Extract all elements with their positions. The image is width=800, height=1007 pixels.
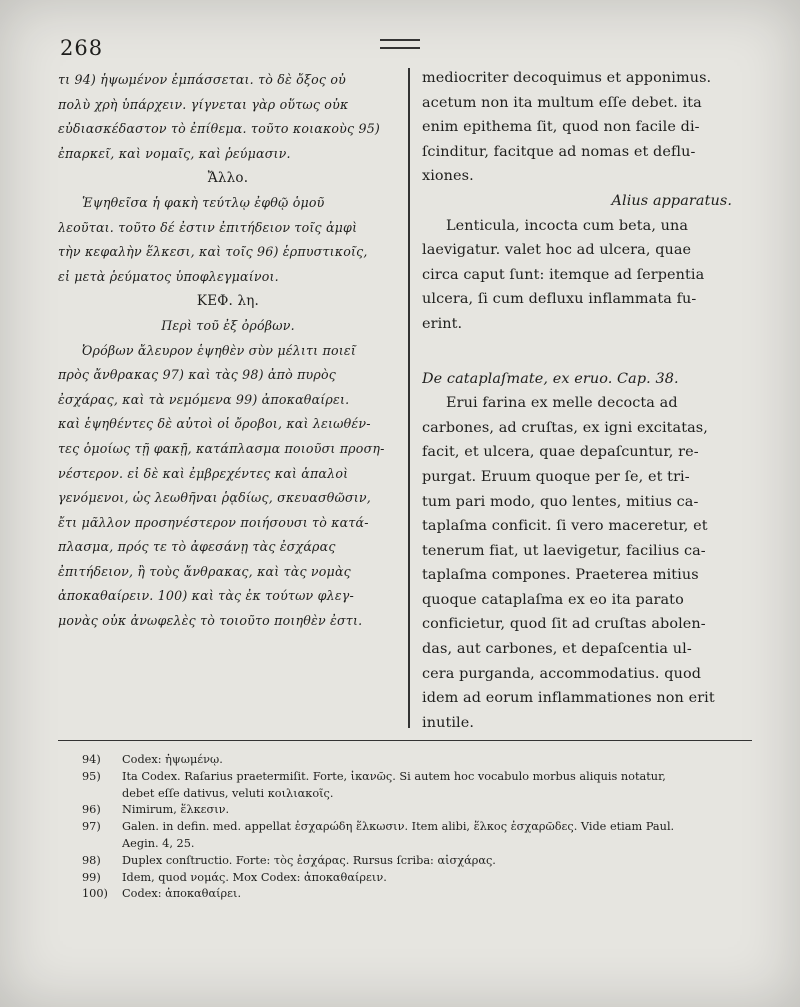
column-divider <box>408 68 410 728</box>
latin-chapter-title: De cataplaſmate, ex eruo. Cap. 38. <box>422 370 679 387</box>
greek-line: καὶ ἑψηθέντες δὲ αὐτοὶ οἱ ὄροβοι, καὶ λειωθέν- <box>58 416 371 432</box>
latin-line: inutile. <box>422 714 475 731</box>
greek-chapter-heading: ΚΕΦ. λη. <box>196 293 260 310</box>
footnote-number: 97) <box>82 820 101 834</box>
greek-line: νέστερον. εἰ δὲ καὶ ἐμβρεχέντες καὶ ἁπαλοὶ <box>58 465 349 481</box>
latin-line: Erui farina ex melle decocta ad <box>446 395 678 412</box>
greek-line: μονὰς οὐκ ἀνωφελὲς τὸ τοιοῦτο ποιηθὲν ἐστι. <box>58 613 363 629</box>
latin-line: ulcera, ſi cum defluxu inflammata fu- <box>422 291 697 308</box>
latin-line: quoque cataplaſma ex eo ita parato <box>422 591 684 608</box>
greek-line: τες ὁμοίως τῇ φακῇ, κατάπλασμα ποιοῦσι προση- <box>58 440 385 456</box>
footnote-text: debet eſſe dativus, veluti κοιλιακοῖς. <box>122 786 334 800</box>
footnote <box>82 886 762 903</box>
latin-heading-alius-apparatus: Alius apparatus. <box>611 192 732 209</box>
footnote-number: 94) <box>82 753 101 766</box>
latin-line: cera purganda, accommodatius. quod <box>422 665 702 682</box>
latin-line: xiones. <box>422 168 474 185</box>
latin-line: acetum non ita multum eſſe debet. ita <box>422 94 702 111</box>
greek-line: ἐπιτήδειον, ἢ τοὺς ἄνθρακας, καὶ τὰς νομὰς <box>58 563 351 579</box>
greek-line: εἰ μετὰ ῥεύματος ὑποφλεγμαίνοι. <box>58 268 279 284</box>
greek-section-title: Περὶ τοῦ ἐξ ὀρόβων. <box>161 317 295 333</box>
greek-line: τὴν κεφαλὴν ἕλκεσι, καὶ τοῖς 96) ἑρπυστικοῖς, <box>58 244 368 260</box>
latin-line: purgat. Eruum quoque per ſe, et tri- <box>422 468 690 485</box>
footnote-number: 100) <box>82 887 108 901</box>
latin-line: laevigatur. valet hoc ad ulcera, quae <box>422 242 692 259</box>
latin-line: ſcinditur, facitque ad nomas et deflu- <box>422 143 696 160</box>
footnotes <box>82 752 762 903</box>
latin-line: tum pari modo, quo lentes, mitius ca- <box>422 493 699 510</box>
latin-line: tenerum fiat, ut laevigetur, facilius ca- <box>422 542 706 559</box>
latin-line: facit, et ulcera, quae depaſcuntur, re- <box>422 444 699 461</box>
latin-line: carbones, ad cruſtas, ex igni excitatas, <box>422 419 708 436</box>
footnote-text: Codex: ἡψωμένῳ. <box>122 753 223 766</box>
greek-line: εὐδιασκέδαστον τὸ ἐπίθεμα. τοῦτο κοιακοὺς 95) <box>58 121 381 137</box>
footnote-text: Galen. in defin. med. appellat ἐσχαρώδη ἕλκωσιν. Item alibi, ἕλκος ἐσχαρῶδες. Vide etiam Paul. <box>122 820 675 834</box>
footnote-text: Duplex conſtructio. Forte: τὸς ἐσχάρας. Rursus ſcriba: αἰσχάρας. <box>122 853 496 867</box>
greek-line: πολὺ χρὴ ὑπάρχειν. γίγνεται γὰρ οὕτως οὐκ <box>58 96 349 112</box>
footnote <box>82 853 762 870</box>
latin-line: taplaſma compones. Praeterea mitius <box>422 567 699 584</box>
footnote-text: Ita Codex. Raſarius praetermiſit. Forte, ἱκανῶς. Si autem hoc vocabulo morbus aliquis notatur, <box>122 769 666 783</box>
greek-heading-allo: Ἄλλο. <box>207 170 249 187</box>
footnote-text: Aegin. 4, 25. <box>122 836 195 850</box>
footnote <box>82 870 762 887</box>
latin-column <box>422 66 752 735</box>
latin-line: Lenticula, incocta cum beta, una <box>446 217 689 234</box>
latin-chapter-heading <box>422 367 752 392</box>
footnote <box>82 819 762 836</box>
footnote-number: 98) <box>82 853 101 867</box>
latin-line: taplaſma conficit. ſi vero maceretur, et <box>422 518 708 535</box>
latin-line: circa caput ſunt: itemque ad ſerpentia <box>422 266 705 283</box>
footnote <box>82 752 762 769</box>
latin-line: erint. <box>422 315 463 332</box>
footnote-number: 95) <box>82 769 101 783</box>
greek-line: Ἑψηθεῖσα ἡ φακὴ τεύτλῳ ἐφθῷ ὁμοῦ <box>82 194 325 210</box>
footnote <box>82 802 762 819</box>
footnote-number: 96) <box>82 803 101 817</box>
footnote-text: Codex: ἀποκαθαίρει. <box>122 887 242 901</box>
footnote <box>82 769 762 786</box>
greek-line: γενόμενοι, ὡς λεωθῆναι ῥᾳδίως, σκευασθῶσιν, <box>58 490 371 506</box>
latin-line: idem ad eorum inflammationes non erit <box>422 690 715 707</box>
greek-line: Ὀρόβων ἄλευρον ἑψηθὲν σὺν μέλιτι ποιεῖ <box>82 342 357 358</box>
page-number: 268 <box>60 36 104 60</box>
latin-line: mediocriter decoquimus et apponimus. <box>422 70 712 86</box>
greek-line: λεοῦται. τοῦτο δέ ἐστιν ἐπιτήδειον τοῖς ἀμφὶ <box>58 219 358 235</box>
footnote-text: Idem, quod νομάς. Mox Codex: ἀποκαθαίρειν. <box>122 870 387 884</box>
footnote-number: 99) <box>82 870 101 884</box>
latin-line: enim epithema ſit, quod non facile di- <box>422 119 700 136</box>
header-ornament <box>380 39 420 49</box>
greek-line: ἐσχάρας, καὶ τὰ νεμόμενα 99) ἀποκαθαίρει. <box>58 391 350 407</box>
footnote-text: Nimirum, ἕλκεσιν. <box>122 803 230 817</box>
footnote-continuation <box>82 836 762 853</box>
greek-line: πλασμα, πρός τε τὸ ἀφεσάνῃ τὰς ἐσχάρας <box>58 539 336 555</box>
footnote-continuation <box>82 786 762 803</box>
greek-line: τι 94) ἡψωμένον ἐμπάσσεται. τὸ δὲ ὄξος οὐ <box>58 72 346 87</box>
latin-line: conficietur, quod ſit ad cruſtas abolen- <box>422 616 706 633</box>
greek-line: πρὸς ἄνθρακας 97) καὶ τὰς 98) ἀπὸ πυρὸς <box>58 367 337 383</box>
greek-line: ἀποκαθαίρειν. 100) καὶ τὰς ἐκ τούτων φλεγ- <box>58 588 354 604</box>
greek-line: ἐπαρκεῖ, καὶ νομαῖς, καὶ ῥεύμασιν. <box>58 145 291 161</box>
greek-column <box>58 68 398 634</box>
footnote-separator <box>58 740 752 741</box>
greek-line: ἔτι μᾶλλον προσηνέστερον ποιήσουσι τὸ κατά- <box>58 514 369 530</box>
latin-line: das, aut carbones, et depaſcentia ul- <box>422 641 692 658</box>
